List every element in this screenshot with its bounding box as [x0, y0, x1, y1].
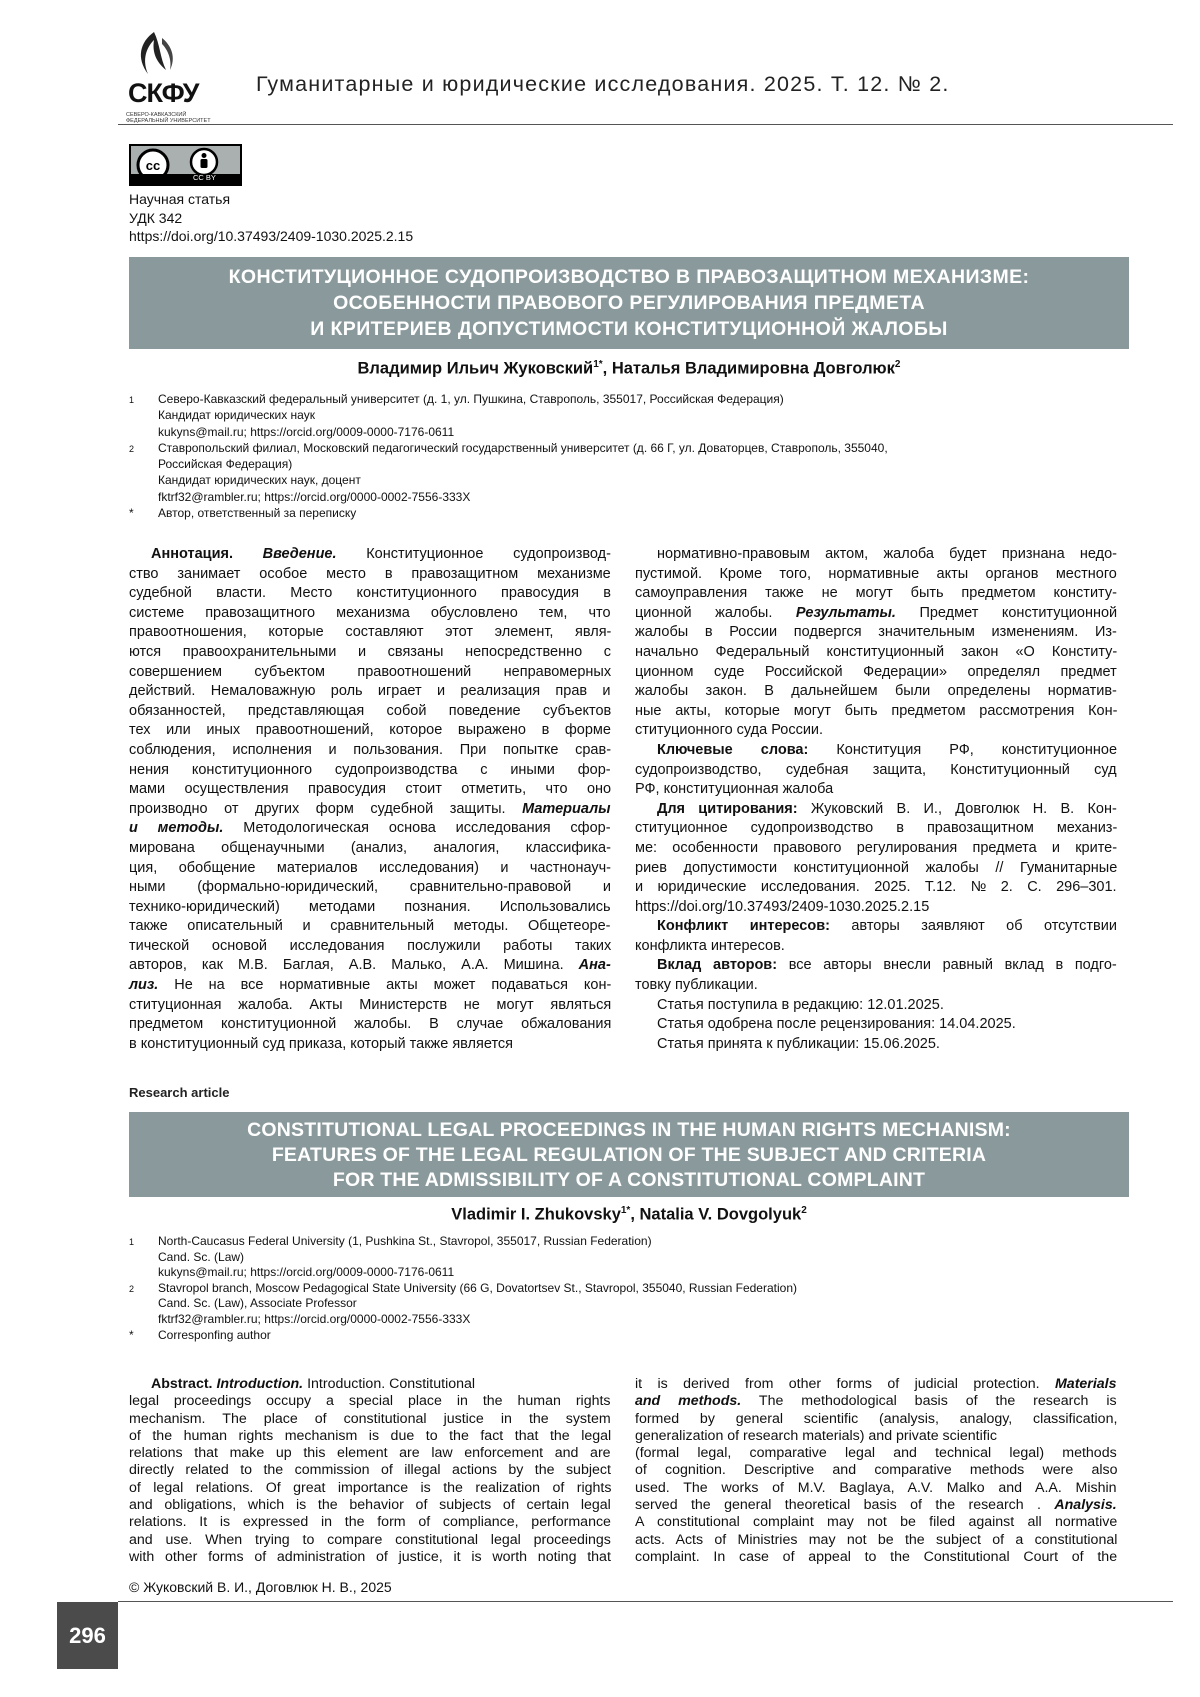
text-line [129, 956, 611, 976]
body-text: судопроизводство, судебная защита, Конституционный суд [635, 761, 1117, 778]
body-text: все авторы внесли равный вклад в подго- [777, 957, 1117, 974]
body-text: риев допустимости конституционной жалобы // Гуманитарные [635, 859, 1118, 876]
affiliation-mark: * [129, 506, 134, 521]
body-text: of cognition. Descriptive and comparative methods were also [635, 1462, 1118, 1479]
body-text: правоотношения, которые составляют этот элемент, явля- [129, 624, 612, 641]
text-line [129, 584, 611, 604]
body-text: совершением субъектом правоотношений неправомерных [129, 663, 612, 680]
text-line [129, 623, 611, 643]
text-line [635, 1497, 1117, 1514]
author-separator: , [630, 1205, 640, 1224]
emphasis-text: Для цитирования: [657, 800, 798, 817]
text-line [129, 643, 611, 663]
text-line [129, 819, 611, 839]
header-divider [118, 124, 1173, 125]
body-text: ституционного суда России. [635, 722, 824, 739]
article-meta [129, 190, 413, 246]
affiliation-line: Cand. Sc. (Law), Associate Professor [158, 1296, 357, 1311]
author-name: Natalia V. Dovgolyuk [639, 1205, 802, 1224]
body-text: A constitutional complaint may not be filed against all normative [635, 1514, 1118, 1531]
body-text: авторы заявляют об отсутствии [829, 918, 1117, 935]
text-line [129, 1480, 611, 1497]
affiliation-mark: * [129, 1327, 134, 1342]
cc-by-license-badge[interactable] [129, 144, 242, 186]
body-text: legal proceedings occupy a special place in the human rights [129, 1393, 611, 1410]
text-line [129, 800, 611, 820]
text-line [129, 663, 611, 683]
text-line [635, 996, 1117, 1016]
affiliation-line[interactable]: fktrf32@rambler.ru; https://orcid.org/0000-0002-7556-333X [158, 489, 471, 504]
body-text: Статья поступила в редакцию: 12.01.2025. [657, 996, 944, 1013]
body-text: Предмет конституционной [895, 604, 1118, 621]
text-line [635, 721, 1117, 741]
author-name: Наталья Владимировна Довголюк [611, 359, 895, 378]
body-text: acts. Acts of Ministries may not be the subject of a constitutional [635, 1531, 1118, 1548]
university-logo [118, 30, 228, 125]
authors-ru [129, 359, 1129, 379]
body-text: of the human rights mechanism is due to the fact that the legal [129, 1427, 612, 1444]
text-line [129, 702, 611, 722]
text-line [635, 545, 1117, 565]
title-line: ОСОБЕННОСТИ ПРАВОВОГО РЕГУЛИРОВАНИЯ ПРЕДМЕТА [333, 292, 925, 314]
text-line [129, 761, 611, 781]
body-text: Статья принята к публикации: 15.06.2025. [657, 1035, 940, 1052]
body-text: обязанностей, представляющая собой поведение субъектов [129, 702, 612, 719]
text-line [129, 545, 611, 565]
body-text: ными (формально-юридический, сравнительно-правовой и [129, 879, 612, 896]
body-text: предметом конституционной жалобы. В случае обжалования [129, 1016, 612, 1033]
text-line [635, 1549, 1117, 1566]
text-line [129, 937, 611, 957]
text-line [635, 741, 1117, 761]
text-line [635, 604, 1117, 624]
emphasis-text: и методы. [129, 820, 224, 837]
text-line [129, 1549, 611, 1566]
body-text: used. The works of M.V. Baglaya, A.V. Malko and A.A. Mishin [635, 1479, 1117, 1496]
body-text: Методологическая основа исследования сфор- [223, 820, 611, 837]
body-text: https://doi.org/10.37493/2409-1030.2025.2.15 [635, 898, 930, 915]
affiliation-line: Stavropol branch, Moscow Pedagogical State University (66 G, Dovatortsev St., Stavropol, 355040, Russian Federation) [158, 1280, 797, 1295]
emphasis-text: Аннотация. [151, 546, 263, 562]
text-line [635, 1411, 1117, 1428]
text-line [635, 917, 1117, 937]
body-text: (formal legal, comparative legal and technical legal) methods [635, 1445, 1117, 1462]
text-line [129, 721, 611, 741]
body-text: и юридические исследования. 2025. Т.12. № 2. С. 296–301. [635, 879, 1117, 896]
text-line [635, 819, 1117, 839]
text-line [635, 800, 1117, 820]
doi-link[interactable]: https://doi.org/10.37493/2409-1030.2025.2.15 [129, 228, 414, 244]
emphasis-text: Введение. [262, 546, 337, 562]
emphasis-text: лиз. [129, 977, 159, 994]
text-line [129, 839, 611, 859]
text-line [635, 584, 1117, 604]
author-sup: 2 [801, 1205, 807, 1216]
corresponding-note [129, 505, 1129, 521]
text-line [635, 859, 1117, 879]
article-title-en [129, 1112, 1129, 1197]
affiliation-line: Кандидат юридических наук, доцент [158, 473, 361, 488]
affiliation-mark: 2 [129, 443, 135, 454]
text-line [129, 1462, 611, 1479]
text-line [635, 1462, 1117, 1479]
affiliation-line: Северо-Кавказский федеральный университет (д. 1, ул. Пушкина, Ставрополь, 355017, Российская Федерация) [158, 392, 784, 406]
author-sup: 1* [620, 1205, 631, 1216]
body-text: and use. When trying to compare constitutional legal proceedings [129, 1531, 611, 1548]
affiliation-mark: 1 [129, 1237, 135, 1247]
affiliation-line: Кандидат юридических наук [158, 408, 315, 423]
text-line [129, 1428, 611, 1445]
affiliations-ru [129, 391, 1129, 521]
body-text: пустимой. Кроме того, нормативные акты органов местного [635, 565, 1117, 582]
body-text: Жуковский В. И., Довголюк Н. В. Кон- [797, 800, 1117, 817]
body-text: ме: особенности правового регулирования предмета и крите- [635, 839, 1118, 856]
affiliation-2 [129, 1281, 1129, 1328]
body-text: mechanism. The place of constitutional justice in the system [129, 1410, 611, 1427]
author-sup: 2 [894, 359, 901, 370]
article-type: Научная статья [129, 191, 231, 207]
authors-en [129, 1205, 1129, 1225]
affiliation-line[interactable]: kukyns@mail.ru; https://orcid.org/0009-0000-7176-0611 [158, 424, 455, 439]
body-text: Статья одобрена после рецензирования: 14.04.2025. [657, 1016, 1016, 1033]
emphasis-text: Abstract. [151, 1376, 217, 1392]
body-text: мирована общенаучными (анализ, аналогия, классифика- [129, 839, 611, 856]
text-line [635, 1035, 1117, 1055]
title-line: FOR THE ADMISSIBILITY OF A CONSTITUTIONAL COMPLAINT [332, 1169, 926, 1191]
emphasis-text: and methods. [635, 1393, 742, 1410]
text-line [635, 937, 1117, 957]
body-text: действий. Немаловажную роль играет и реализация прав и [129, 683, 611, 700]
text-line [635, 976, 1117, 996]
text-line [635, 1480, 1117, 1497]
body-text: of legal relations. Of great importance is the realization of rights [129, 1479, 612, 1496]
text-line [635, 1532, 1117, 1549]
body-text: Не на все нормативные акты может подаваться кон- [158, 977, 612, 994]
affiliation-2 [129, 440, 1129, 505]
body-text: ционном суде Российской Федерации» определял предмет [635, 663, 1117, 680]
emphasis-text: Конфликт интересов: [657, 918, 830, 935]
logo-text: СКФУ [128, 78, 199, 108]
author-separator: , [602, 359, 612, 378]
emphasis-text: Analysis. [1054, 1497, 1117, 1514]
udk-code: УДК 342 [129, 209, 183, 226]
body-text: РФ, конституционная жалоба [635, 781, 834, 798]
emphasis-text: Вклад авторов: [657, 957, 778, 974]
text-line [635, 956, 1117, 976]
text-line [635, 1445, 1117, 1462]
text-line [129, 898, 611, 918]
affiliations-en [129, 1234, 1129, 1343]
text-line [129, 1514, 611, 1531]
affiliation-line[interactable]: kukyns@mail.ru; https://orcid.org/0009-0000-7176-0611 [158, 1265, 455, 1280]
text-line [129, 741, 611, 761]
text-line [129, 1497, 611, 1514]
text-line [635, 702, 1117, 722]
affiliation-1 [129, 1234, 1129, 1281]
text-line [129, 1393, 611, 1410]
research-article-label: Research article [129, 1085, 230, 1100]
text-line [635, 643, 1117, 663]
body-text: мами осуществления правосудия стоит отметить, что оно [129, 781, 612, 798]
text-line [635, 663, 1117, 683]
text-line [129, 996, 611, 1016]
body-text: ституционное судопроизводство в правозащитном механиз- [635, 820, 1118, 837]
affiliation-line: Российская Федерация) [158, 457, 293, 472]
cc-badge-label: CC BY [193, 173, 216, 182]
copyright-notice: © Жуковский В. И., Договлюк Н. В., 2025 [129, 1579, 392, 1595]
body-text: Конституция РФ, конституционное [808, 741, 1118, 758]
abstract-ru-left [129, 545, 611, 1054]
body-text: ство занимает особое место в правозащитном механизме [129, 565, 611, 582]
text-line [129, 565, 611, 585]
emphasis-text: Материалы [522, 800, 611, 817]
footer-divider [118, 1601, 1173, 1602]
body-text: ются правоохранительными и связаны непосредственно с [129, 643, 612, 660]
body-text: complaint. In case of appeal to the Constitutional Court of the [635, 1548, 1118, 1565]
body-text: generalization of research materials) and private scientific [635, 1427, 997, 1444]
body-text: тех или иных правоотношений, которое выражено в форме [129, 722, 611, 739]
body-text: начально Федеральный конституционный закон «О Конститу- [635, 643, 1118, 660]
body-text: нения конституционного судопроизводства с иными фор- [129, 761, 611, 778]
text-line [129, 1411, 611, 1428]
text-line [635, 1514, 1117, 1531]
body-text: it is derived from other forms of judicial protection. [635, 1376, 1055, 1392]
corresponding-author-text: Corresponfing author [158, 1327, 271, 1342]
body-text: жалобы в России подвергся значительным изменениям. Из- [635, 624, 1117, 641]
body-text: нормативно-правовым актом, жалоба будет признана недо- [657, 546, 1117, 562]
text-line [129, 682, 611, 702]
body-text: системе правозащитного механизма обусловлено тем, что [129, 604, 611, 621]
affiliation-line: North-Caucasus Federal University (1, Pushkina St., Stavropol, 355017, Russian Federation) [158, 1234, 652, 1248]
body-text: судебной власти. Место конституционного правосудия в [129, 585, 611, 602]
text-line [129, 604, 611, 624]
text-line [635, 761, 1117, 781]
text-line [635, 780, 1117, 800]
body-text: товку публикации. [635, 977, 758, 994]
article-title-ru [129, 257, 1129, 349]
emphasis-text: Результаты. [795, 604, 896, 621]
author-name: Владимир Ильич Жуковский [357, 359, 594, 378]
text-line [635, 898, 1117, 918]
body-text: ституционная жалоба. Акты Министерств не могут являться [129, 996, 612, 1013]
text-line [129, 976, 611, 996]
affiliation-mark: 1 [129, 395, 135, 405]
title-line: И КРИТЕРИЕВ ДОПУСТИМОСТИ КОНСТИТУЦИОННОЙ ЖАЛОБЫ [310, 318, 948, 340]
page-number: 296 [57, 1602, 118, 1669]
title-line: КОНСТИТУЦИОННОЕ СУДОПРОИЗВОДСТВО В ПРАВОЗАЩИТНОМ МЕХАНИЗМЕ: [228, 266, 1030, 288]
text-line [129, 1015, 611, 1035]
text-line [129, 1376, 611, 1393]
text-line [635, 1015, 1117, 1035]
body-text: соблюдения, исполнения и пользования. При попытке срав- [129, 741, 612, 758]
text-line [635, 878, 1117, 898]
affiliation-line[interactable]: fktrf32@rambler.ru; https://orcid.org/0000-0002-7556-333X [158, 1311, 471, 1326]
body-text: авторов, как М.В. Баглая, А.В. Малько, А.А. Мишина. [129, 957, 579, 974]
corresponding-note [129, 1328, 1129, 1344]
title-line: CONSTITUTIONAL LEGAL PROCEEDINGS IN THE HUMAN RIGHTS MECHANISM: [247, 1119, 1011, 1141]
body-text: жалобы закон. В дальнейшем были определены норматив- [635, 683, 1117, 700]
text-line [129, 878, 611, 898]
body-text: в конституционный суд приказа, который также является [129, 1035, 514, 1052]
text-line [129, 1035, 611, 1055]
abstract-ru-right [635, 545, 1117, 1054]
body-text: relations. It is expressed in the form of compliance, performance [129, 1514, 611, 1531]
emphasis-text: Materials [1054, 1376, 1117, 1392]
body-text: тической основой исследования послужили работы таких [129, 937, 612, 954]
text-line [635, 623, 1117, 643]
corresponding-author-text: Автор, ответственный за переписку [158, 506, 357, 521]
emphasis-text: Introduction. [216, 1376, 304, 1392]
author-sup: 1* [593, 359, 603, 370]
author-name: Vladimir I. Zhukovsky [451, 1205, 621, 1224]
affiliation-1 [129, 391, 1129, 440]
text-line [635, 565, 1117, 585]
body-text: The methodological basis of the research is [741, 1393, 1117, 1410]
text-line [635, 682, 1117, 702]
text-line [635, 839, 1117, 859]
body-text: Introduction. Constitutional [303, 1376, 476, 1392]
text-line [635, 1428, 1117, 1445]
abstract-en-left [129, 1376, 611, 1566]
cc-badge-bar [131, 174, 240, 184]
body-text: технико-юридический) методами познания. Использовались [129, 898, 611, 915]
svg-text:cc: cc [145, 158, 161, 173]
body-text: ция, обобщение материалов исследования) и частнонауч- [129, 859, 611, 876]
affiliation-line: Ставропольский филиал, Московский педагогический государственный университет (д. 66 Г, ул. Доваторцев, Ставрополь, 355040, [158, 440, 888, 455]
body-text: конфликта интересов. [635, 937, 785, 954]
body-text: самоуправления также не могут быть предметом конститу- [635, 585, 1117, 602]
affiliation-mark: 2 [129, 1283, 135, 1294]
body-text: served the general theoretical basis of the research . [635, 1497, 1055, 1514]
title-line: FEATURES OF THE LEGAL REGULATION OF THE SUBJECT AND CRITERIA [271, 1144, 987, 1166]
body-text: relations that make up this element are law enforcement and are [129, 1445, 611, 1462]
emphasis-text: Ана- [578, 957, 611, 974]
body-text: также описательный и сравнительный методы. Общетеоре- [129, 918, 611, 935]
body-text: Конституционное судопроизвод- [336, 546, 611, 562]
abstract-en-right [635, 1376, 1117, 1566]
text-line [129, 1445, 611, 1462]
emphasis-text: Ключевые слова: [657, 741, 809, 758]
logo-subtitle: СЕВЕРО-КАВКАЗСКИЙ ФЕДЕРАЛЬНЫЙ УНИВЕРСИТЕТ [126, 112, 211, 124]
body-text: ционной жалобы. [635, 604, 796, 621]
text-line [129, 1532, 611, 1549]
text-line [635, 1376, 1117, 1393]
body-text: directly related to the commission of illegal actions by the subject [129, 1462, 611, 1479]
text-line [129, 917, 611, 937]
body-text: with other forms of administration of justice, it is worth noting that [129, 1548, 611, 1565]
body-text: formed by general scientific (analysis, analogy, classification, [635, 1410, 1118, 1427]
flame-logo-icon [126, 30, 186, 85]
journal-title: Гуманитарные и юридические исследования. 2025. Т. 12. № 2. [256, 72, 950, 96]
body-text: производно от других форм судебной защиты. [129, 800, 523, 817]
text-line [635, 1393, 1117, 1410]
text-line [129, 859, 611, 879]
body-text: and obligations, which is the behavior of subjects of certain legal [129, 1497, 611, 1514]
text-line [129, 780, 611, 800]
affiliation-line: Cand. Sc. (Law) [158, 1249, 245, 1264]
body-text: ные акты, которые могут быть предметом рассмотрения Кон- [635, 702, 1118, 719]
